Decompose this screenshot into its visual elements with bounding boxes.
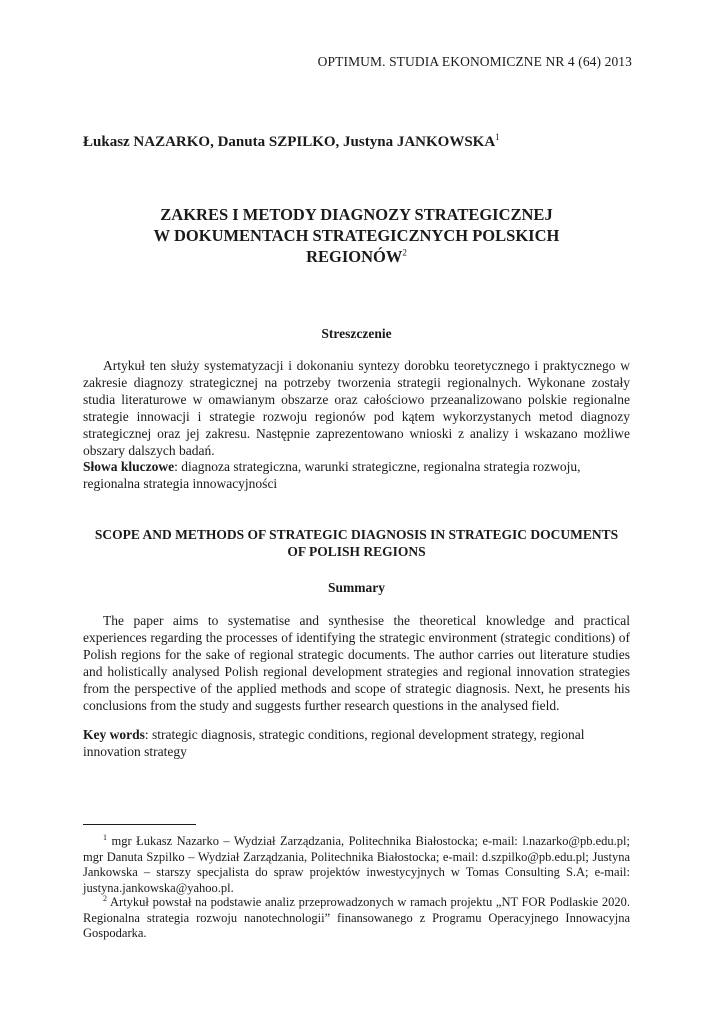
footnote-2-mark: 2 (103, 893, 107, 903)
title-line-3 (83, 246, 630, 267)
title-line-2: W DOKUMENTACH STRATEGICZNYCH POLSKICH (153, 226, 560, 245)
title-footnote-mark[interactable]: 2 (402, 247, 407, 258)
english-title-line-1: SCOPE AND METHODS OF STRATEGIC DIAGNOSIS IN STRATEGIC DOCUMENTS (94, 527, 619, 542)
footnote-2-text: Artykuł powstał na podstawie analiz przeprowadzonych w ramach projektu „NT FOR Podlaskie 2020. Regionalna strategia rozwoju nanotechnologii” finansowanego z Programu Operacyjnego Innowacyjna Gospodarka. (83, 895, 631, 940)
polish-keywords-text: : diagnoza strategiczna, warunki strategiczne, regionalna strategia rozwoju, regionalna strategia innowacyjności (83, 459, 581, 491)
english-abstract: The paper aims to systematise and synthesise the theoretical knowledge and practical experiences regarding the processes of identifying the strategic environment (strategic conditions) of Polish regions for the sake of regional strategic documents. The author carries out literature studies and holistically analysed Polish regional development strategies and regional innovation strategies from the perspective of the applied methods and scope of strategic diagnosis. Next, he presents his conclusions from the study and suggests further research questions in the analysed field. (83, 613, 630, 713)
summary-heading: Summary (328, 580, 385, 595)
footnote-1 (83, 834, 630, 896)
journal-header: OPTIMUM. STUDIA EKONOMICZNE NR 4 (64) 2013 (317, 54, 632, 69)
polish-abstract: Artykuł ten służy systematyzacji i dokonaniu syntezy dorobku teoretycznego i praktycznego w zakresie diagnozy strategicznej na potrzeby tworzenia strategii regionalnych. Wykonane zostały studia literaturowe w omawianym obszarze oraz całościowo przeanalizowano polskie regionalne strategie innowacji i strategie rozwoju regionów pod kątem wykorzystanych metod diagnozy strategicznej oraz jej zakresu. Następnie zaprezentowano wnioski z analizy i wskazano możliwe obszary dalszych badań. (83, 358, 630, 458)
footnote-2 (83, 895, 630, 942)
english-keywords (83, 726, 630, 760)
title-line-1: ZAKRES I METODY DIAGNOZY STRATEGICZNEJ (160, 205, 553, 224)
footnote-separator (83, 824, 196, 825)
polish-keywords-label: Słowa kluczowe (83, 459, 175, 474)
english-keywords-label: Key words (83, 727, 145, 742)
english-title (83, 526, 630, 560)
english-title-line-2: OF POLISH REGIONS (287, 544, 426, 559)
article-title (83, 204, 630, 267)
streszczenie-heading: Streszczenie (321, 326, 392, 341)
author-list (83, 134, 500, 151)
author-names: Łukasz NAZARKO, Danuta SZPILKO, Justyna JANKOWSKA (83, 134, 496, 150)
title-line-3-text: REGIONÓW (306, 247, 403, 266)
footnote-1-text: mgr Łukasz Nazarko – Wydział Zarządzania, Politechnika Białostocka; e-mail: l.nazarko@pb.edu.pl; mgr Danuta Szpilko – Wydział Zarządzania, Politechnika Białostocka; e-mail: d.szpilko@pb.edu.pl; Justyna Jankowska – starszy specjalista do spraw projektów inwestycyjnych w Tomas Consulting S.A; e-mail: justyna.jankowska@yahoo.pl. (83, 834, 631, 895)
author-footnote-mark[interactable]: 1 (495, 132, 500, 142)
english-keywords-text: : strategic diagnosis, strategic conditions, regional development strategy, regional innovation strategy (83, 727, 585, 759)
polish-keywords (83, 458, 630, 492)
footnote-1-mark: 1 (103, 832, 107, 842)
